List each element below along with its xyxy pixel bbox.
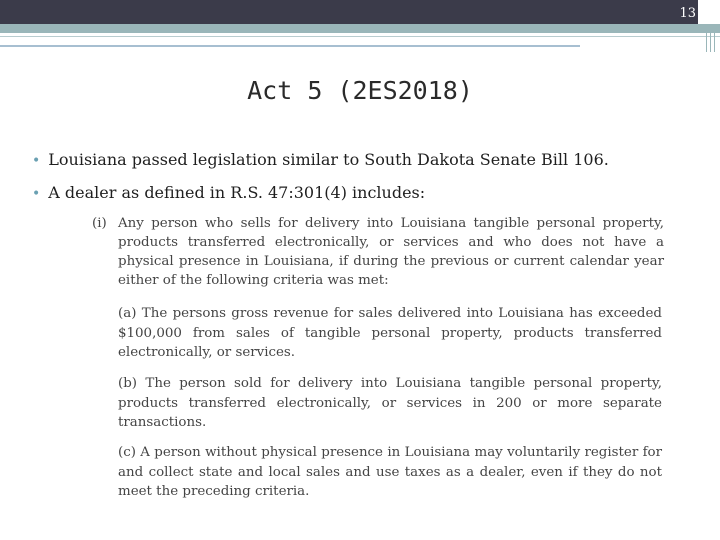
bullet-item (32, 183, 682, 202)
bullet-icon: • (32, 186, 41, 202)
accent-bar (0, 24, 720, 33)
sub-item-text: Any person who sells for delivery into Louisiana tangible personal property, products transferred electronically, or services and who does not have a physical presence in Louisiana, if during the previous or current calendar year either of the following criteria was met: (118, 216, 664, 288)
bullet-text: A dealer as defined in R.S. 47:301(4) includes: (48, 183, 426, 202)
accent-underline (0, 45, 580, 47)
bullet-item (32, 150, 682, 169)
bullet-icon: • (32, 153, 41, 169)
bullet-text: Louisiana passed legislation similar to South Dakota Senate Bill 106. (48, 150, 609, 169)
decorative-lines (704, 24, 720, 52)
criteria-c: (c) A person without physical presence in Louisiana may voluntarily register for and collect state and local sales and use taxes as a dealer, even if they do not meet the preceding criteria. (118, 445, 662, 499)
sub-item-i (92, 214, 664, 290)
accent-line (0, 36, 720, 37)
criteria-a: (a) The persons gross revenue for sales delivered into Louisiana has exceeded $100,000 from sales of tangible personal property, products transferred electronically, or services. (118, 306, 662, 360)
slide-number: 13 (679, 6, 696, 21)
slide-title: Act 5 (2ES2018) (247, 76, 473, 105)
criteria-b: (b) The person sold for delivery into Louisiana tangible personal property, products transferred electronically, or services in 200 or more separate transactions. (118, 376, 662, 430)
header-bar (0, 0, 698, 24)
sub-item-marker: (i) (92, 216, 107, 231)
